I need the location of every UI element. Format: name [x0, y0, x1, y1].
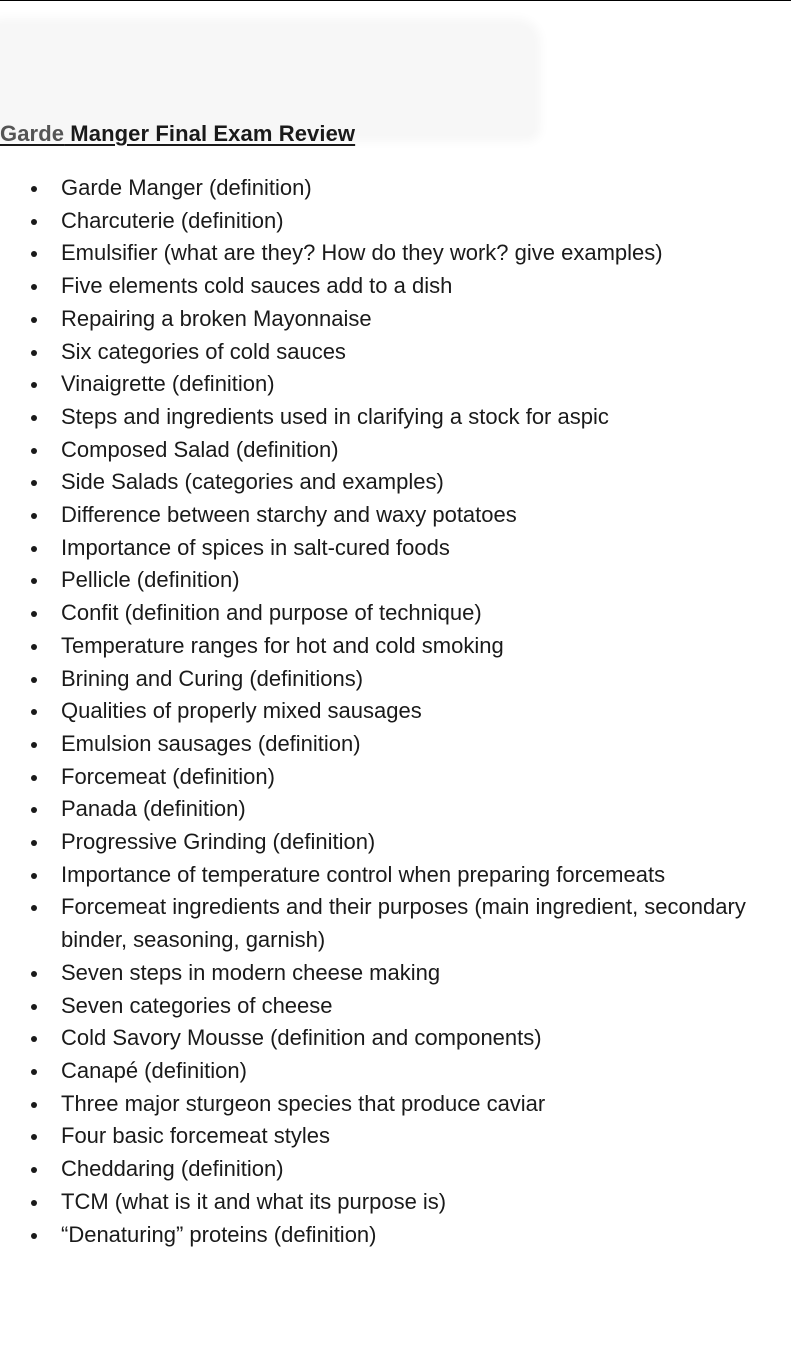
bullet-icon	[31, 611, 37, 617]
list-item-text: Garde Manger (definition)	[61, 175, 312, 200]
list-item	[0, 270, 791, 303]
list-item-text: Progressive Grinding (definition)	[61, 829, 376, 855]
list-item	[0, 597, 791, 630]
bullet-icon	[31, 1233, 37, 1239]
bullet-icon	[31, 775, 37, 781]
list-item-text: Temperature ranges for hot and cold smoking	[61, 632, 504, 658]
list-item-text: Seven steps in modern cheese making	[61, 959, 441, 985]
list-item-text: Importance of spices in salt-cured foods	[61, 534, 450, 560]
title-prefix: Garde	[0, 121, 65, 146]
bullet-icon	[31, 644, 37, 650]
bullet-icon	[31, 1167, 37, 1173]
bullet-icon	[31, 873, 37, 879]
list-item-text: Emulsifier (what are they? How do they work? give examples)	[61, 240, 663, 266]
bullet-icon	[31, 807, 37, 813]
list-item	[0, 1186, 791, 1219]
list-item	[0, 793, 791, 826]
list-item	[0, 891, 791, 956]
list-item-text: “Denaturing” proteins (definition)	[61, 1221, 377, 1247]
list-item-text: Importance of temperature control when preparing forcemeats	[61, 861, 666, 887]
list-item	[0, 368, 791, 401]
list-item	[0, 1055, 791, 1088]
list-item	[0, 630, 791, 663]
list-item-text: Steps and ingredients used in clarifying a stock for aspic	[61, 403, 609, 429]
list-item-text: Seven categories of cheese	[61, 992, 333, 1018]
list-item	[0, 859, 791, 892]
list-item	[0, 728, 791, 761]
list-item	[0, 237, 791, 270]
list-item	[0, 1153, 791, 1186]
list-item-text: Confit (definition and purpose of technique)	[61, 600, 482, 626]
list-item-text: Cheddaring (definition)	[61, 1156, 284, 1182]
list-item	[0, 434, 791, 467]
list-item-text: Composed Salad (definition)	[61, 436, 339, 462]
list-item-text: Emulsion sausages (definition)	[61, 730, 361, 756]
list-item	[0, 1219, 791, 1252]
bullet-icon	[31, 219, 37, 225]
list-item	[0, 990, 791, 1023]
bullet-icon	[31, 1069, 37, 1075]
list-item-text: Canapé (definition)	[61, 1057, 247, 1083]
bullet-icon	[31, 284, 37, 290]
bullet-icon	[31, 186, 37, 192]
list-item-text: Vinaigrette (definition)	[61, 371, 275, 397]
bullet-icon	[31, 251, 37, 257]
list-item-text: Pellicle (definition)	[61, 567, 240, 593]
list-item	[0, 499, 791, 532]
title-text: Manger Final Exam Review	[64, 121, 356, 146]
bullet-icon	[31, 448, 37, 454]
list-item	[0, 1120, 791, 1153]
list-item-text: TCM (what is it and what its purpose is)	[61, 1188, 447, 1214]
list-item-text: Charcuterie (definition)	[61, 207, 284, 233]
top-border-line	[0, 0, 791, 1]
list-item	[0, 172, 791, 205]
bullet-icon	[31, 578, 37, 584]
bullet-icon	[31, 1004, 37, 1010]
bullet-icon	[31, 1200, 37, 1206]
bullet-icon	[31, 382, 37, 388]
bullet-icon	[31, 709, 37, 715]
list-item	[0, 401, 791, 434]
bullet-icon	[31, 840, 37, 846]
list-item	[0, 205, 791, 238]
list-item-text: Repairing a broken Mayonnaise	[61, 305, 372, 331]
list-item-text: Forcemeat ingredients and their purposes (main ingredient, secondary binder, seasoning, garnish)	[61, 894, 746, 953]
list-item-text: Five elements cold sauces add to a dish	[61, 273, 453, 299]
review-topic-list	[0, 172, 791, 1251]
list-item-text: Three major sturgeon species that produce caviar	[61, 1090, 546, 1116]
bullet-icon	[31, 317, 37, 323]
list-item-text: Cold Savory Mousse (definition and components)	[61, 1025, 542, 1051]
list-item-text: Panada (definition)	[61, 796, 246, 822]
redacted-region	[0, 24, 535, 136]
bullet-icon	[31, 742, 37, 748]
list-item	[0, 564, 791, 597]
bullet-icon	[31, 677, 37, 683]
list-item	[0, 695, 791, 728]
list-item	[0, 761, 791, 794]
bullet-icon	[31, 350, 37, 356]
bullet-icon	[31, 1036, 37, 1042]
bullet-icon	[31, 1102, 37, 1108]
list-item-text: Side Salads (categories and examples)	[61, 469, 444, 495]
bullet-icon	[31, 415, 37, 421]
list-item-text: Brining and Curing (definitions)	[61, 665, 364, 691]
bullet-icon	[31, 905, 37, 911]
list-item	[0, 1088, 791, 1121]
list-item	[0, 303, 791, 336]
list-item-text: Difference between starchy and waxy potatoes	[61, 502, 517, 528]
list-item	[0, 957, 791, 990]
bullet-icon	[31, 1134, 37, 1140]
list-item	[0, 1022, 791, 1055]
list-item	[0, 466, 791, 499]
list-item-text: Six categories of cold sauces	[61, 338, 346, 364]
list-item-text: Qualities of properly mixed sausages	[61, 698, 422, 724]
bullet-icon	[31, 480, 37, 486]
page-title	[0, 121, 355, 147]
bullet-icon	[31, 546, 37, 552]
list-item	[0, 663, 791, 696]
list-item-text: Forcemeat (definition)	[61, 763, 275, 789]
list-item-text: Four basic forcemeat styles	[61, 1123, 330, 1149]
bullet-icon	[31, 513, 37, 519]
list-item	[0, 532, 791, 565]
bullet-icon	[31, 971, 37, 977]
list-item	[0, 826, 791, 859]
list-item	[0, 336, 791, 369]
